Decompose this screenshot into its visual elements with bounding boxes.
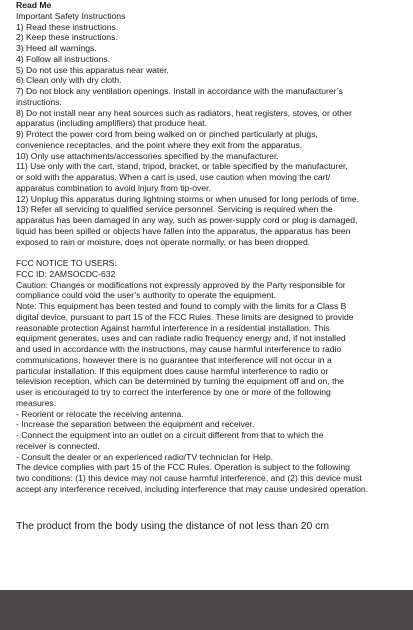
safety-instruction-line: exposed to rain or moisture, does not operate normally, or has been dropped. xyxy=(16,236,311,247)
fcc-notice-line: equipment generates, uses and can radiate radio frequency energy and, if not installed xyxy=(16,333,346,344)
safety-instructions-section xyxy=(16,11,408,248)
safety-instruction-line: apparatus combination to avoid injury from tip-over. xyxy=(16,182,211,193)
fcc-notice-line: - Reorient or relocate the receiving antenna. xyxy=(16,408,184,419)
safety-instruction-line: apparatus has been damaged in any way, such as power-supply cord or plug is damaged, xyxy=(16,215,358,225)
fcc-notice-line: - Consult the dealer or an experienced radio/TV technician for Help. xyxy=(16,451,273,462)
safety-instruction-line: or sold with the apparatus. When a cart is used, use caution when moving the cart/ xyxy=(16,172,331,182)
safety-instruction-line: 3) Heed all warnings. xyxy=(16,43,97,53)
safety-instruction-line: liquid has been spilled or objects have fallen into the apparatus, the apparatus has been xyxy=(16,225,351,236)
safety-instruction-line: convenience receptacles, and the point where they exit from the apparatus. xyxy=(16,139,303,150)
safety-instruction-line: 5) Do not use this apparatus near water. xyxy=(16,64,169,75)
safety-instruction-line: Important Safety Instructions xyxy=(16,10,126,21)
safety-instruction-line: 11) Use only with the cart, stand, tripod, bracket, or table specified by the manufacturer, xyxy=(16,161,348,172)
readme-document xyxy=(16,0,408,495)
fcc-notice-line: communications, however there is no guarantee that interference will not occur in a xyxy=(16,354,332,365)
fcc-notice-line: and used in accordance with the instructions, may cause harmful interference to radio xyxy=(16,344,342,354)
fcc-notice-line: particular installation. If this equipment does cause harmful interference to radio or xyxy=(16,365,329,376)
fcc-notice-line: reasonable protection Against harmful interference in a residential installation. This xyxy=(16,322,330,333)
fcc-notice-line: The device complies with part 15 of the FCC Rules. Operation is subject to the following xyxy=(16,462,350,473)
safety-instruction-line: instructions. xyxy=(16,96,62,107)
fcc-notice-line: - Increase the separation between the equipment and receiver. xyxy=(16,419,255,430)
fcc-notice-line: - Connect the equipment into an outlet on a circuit different from that to which the xyxy=(16,430,324,440)
safety-instruction-line: 9) Protect the power cord from being walked on or pinched particularly at plugs, xyxy=(16,129,318,139)
fcc-notice-section xyxy=(16,258,408,495)
safety-instruction-line: 12) Unplug this apparatus during lightning storms or when unused for long periods of time. xyxy=(16,193,359,204)
fcc-notice-line: measures: xyxy=(16,397,57,408)
fcc-notice-line: receiver is connected. xyxy=(16,440,100,451)
section-spacer xyxy=(16,247,408,258)
fcc-notice-line: FCC NOTICE TO USERS: xyxy=(16,258,117,268)
fcc-notice-line: FCC ID: 2AMSOCDC-632 xyxy=(16,268,116,279)
document-title: Read Me xyxy=(16,0,52,10)
safety-instruction-line: 8) Do not install near any heat sources such as radiators, heat registers, stoves, or other xyxy=(16,107,352,118)
fcc-notice-line: user is encouraged to try to correct the interference by one or more of the following xyxy=(16,387,331,397)
rf-exposure-note: The product from the body using the distance of not less than 20 cm xyxy=(16,521,330,532)
fcc-notice-line: Note: This equipment has been tested and found to comply with the limits for a Class B xyxy=(16,301,347,311)
fcc-notice-line: two conditions: (1) this device may not cause harmful interference, and (2) this device must xyxy=(16,473,362,483)
safety-instruction-line: 4) Follow all instructions. xyxy=(16,53,111,64)
safety-instruction-line: 10) Only use attachments/accessories specified by the manufacturer. xyxy=(16,150,279,161)
footer-bar xyxy=(0,590,413,630)
safety-instruction-line: 2) Keep these instructions. xyxy=(16,32,118,43)
safety-instruction-line: apparatus (including amplifiers) that produce heat. xyxy=(16,118,208,129)
fcc-notice-line: compliance could void the user’s authority to operate the equipment. xyxy=(16,290,277,301)
fcc-notice-line: accept any interference received, including interference that may cause undesired operation. xyxy=(16,483,369,494)
safety-instruction-line: 7) Do not block any ventilation openings. Install in accordance with the manufacturer’s xyxy=(16,86,343,96)
fcc-notice-line: digital device, pursuant to part 15 of the FCC Rules. These limits are designed to provide xyxy=(16,311,354,322)
fcc-notice-line: Caution: Changes or modifications not expressly approved by the Party responsible for xyxy=(16,279,346,290)
safety-instruction-line: 13) Refer all servicing to qualified service personnel. Servicing is required when the xyxy=(16,204,333,215)
safety-instruction-line: 6) Clean only with dry cloth. xyxy=(16,75,122,86)
fcc-notice-line: television reception, which can be determined by turning the equipment off and on, the xyxy=(16,376,345,387)
safety-instruction-line: 1) Read these instructions. xyxy=(16,21,119,32)
